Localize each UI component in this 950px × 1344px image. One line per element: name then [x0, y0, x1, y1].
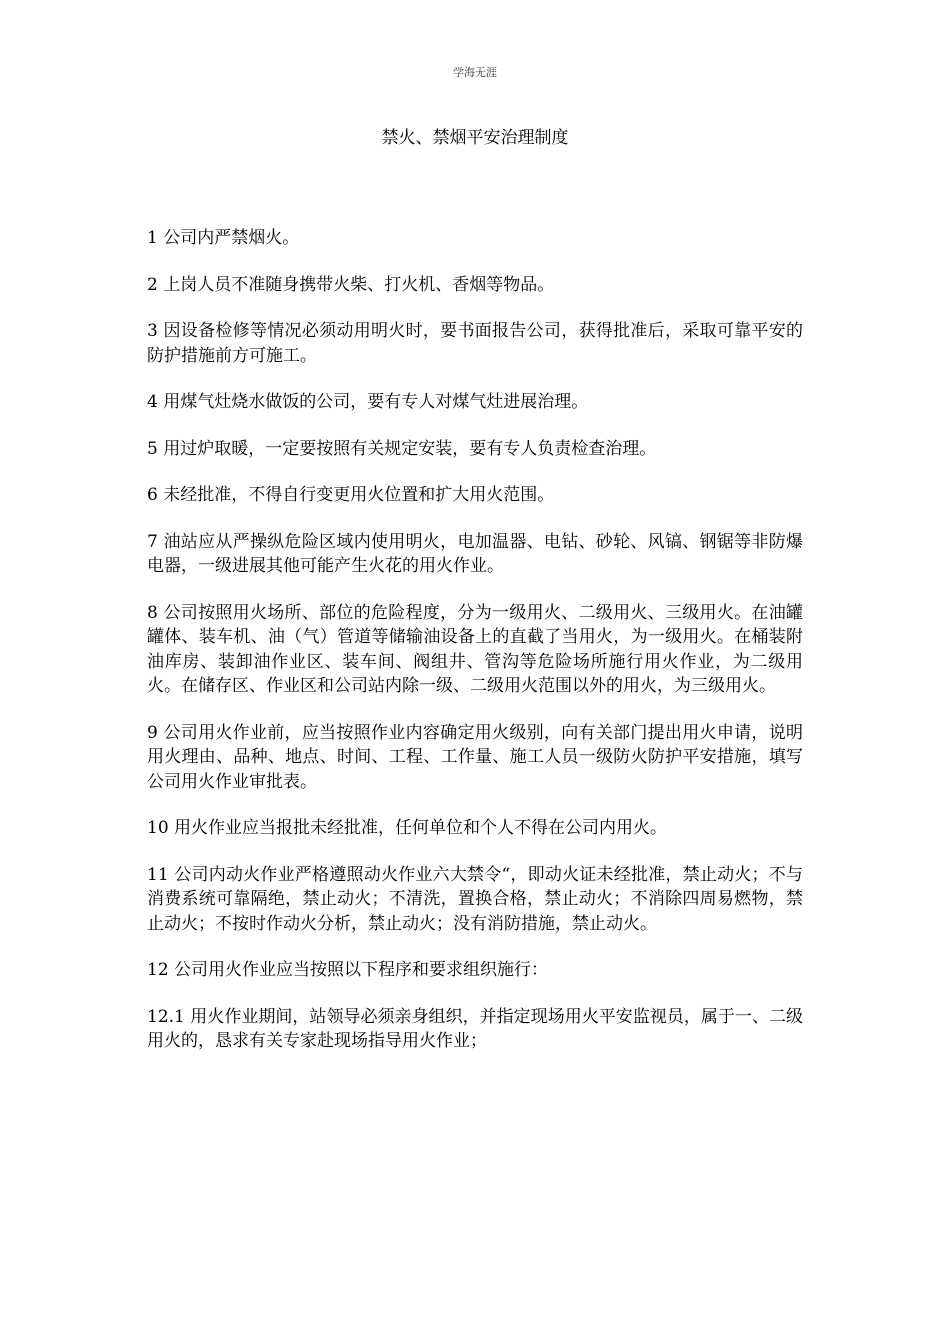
- document-body: [147, 226, 803, 1076]
- paragraph-1: 1 公司内严禁烟火。: [147, 228, 300, 248]
- document-title: 禁火、禁烟平安治理制度: [381, 128, 569, 148]
- paragraph-12: 12 公司用火作业应当按照以下程序和要求组织施行：: [147, 960, 549, 980]
- paragraph-7: 7 油站应从严操纵危险区域内使用明火，电加温器、电钻、砂轮、风镐、钢锯等非防爆电器，一级进展其他可能产生火花的用火作业。: [147, 531, 803, 576]
- paragraph-9: 9 公司用火作业前，应当按照作业内容确定用火级别，向有关部门提出用火申请，说明用火理由、品种、地点、时间、工程、工作量、施工人员一级防火防护平安措施，填写公司用火作业审批表。: [147, 722, 803, 792]
- page-header: 学海无涯: [453, 66, 497, 79]
- paragraph-11: 11 公司内动火作业严格遵照动火作业六大禁令“，即动火证未经批准，禁止动火；不与消费系统可靠隔绝，禁止动火；不清洗，置换合格，禁止动火；不消除四周易燃物，禁止动火；不按时作动火分析，禁止动火；没有消防措施，禁止动火。: [147, 864, 803, 934]
- paragraph-4: 4 用煤气灶烧水做饭的公司，要有专人对煤气灶进展治理。: [147, 392, 589, 412]
- paragraph-3: 3 因设备检修等情况必须动用明火时，要书面报告公司，获得批准后，采取可靠平安的防护措施前方可施工。: [147, 321, 803, 366]
- paragraph-5: 5 用过炉取暖，一定要按照有关规定安装，要有专人负责检查治理。: [147, 438, 657, 459]
- paragraph-12-1: 12.1 用火作业期间，站领导必须亲身组织，并指定现场用火平安监视员，属于一、二级用火的，恳求有关专家赴现场指导用火作业；: [147, 1006, 803, 1051]
- paragraph-6: 6 未经批准，不得自行变更用火位置和扩大用火范围。: [147, 485, 555, 505]
- paragraph-10: 10 用火作业应当报批未经批准，任何单位和个人不得在公司内用火。: [147, 818, 668, 838]
- paragraph-2: 2 上岗人员不准随身携带火柴、打火机、香烟等物品。: [147, 274, 555, 295]
- paragraph-8: 8 公司按照用火场所、部位的危险程度，分为一级用火、二级用火、三级用火。在油罐罐体、装车机、油（气）管道等储输油设备上的直截了当用火，为一级用火。在桶装附油库房、装卸油作业区、装车间、阀组井、管沟等危险场所施行用火作业，为二级用火。在储存区、作业区和公司站内除一级、二级用火范围以外的用火，为三级用火。: [147, 602, 803, 696]
